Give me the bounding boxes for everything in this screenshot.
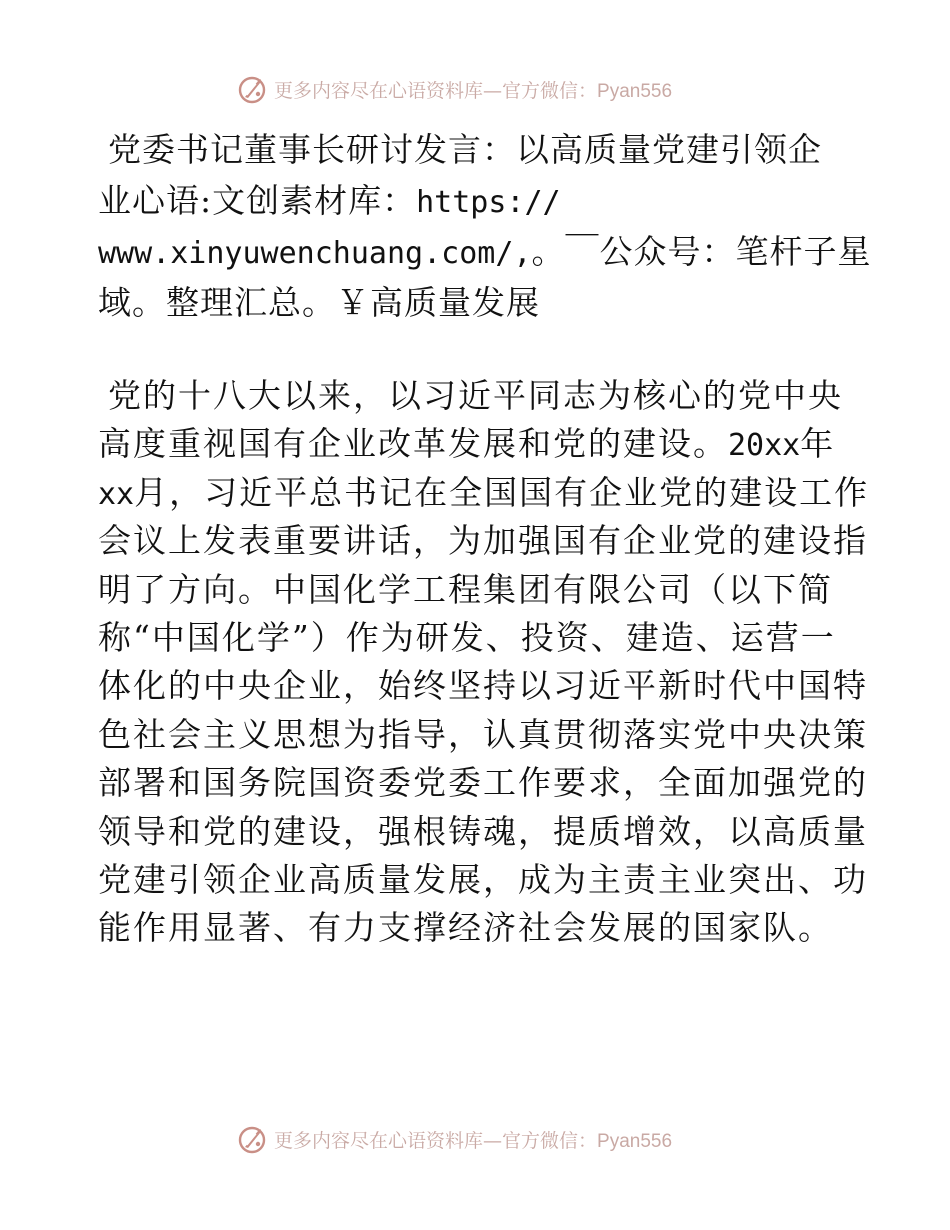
footer-banner-wechat-label: 官方微信： — [502, 1129, 598, 1152]
quill-logo-icon — [236, 73, 268, 105]
body-line-8: 色社会主义思想为指导，认真贯彻落实党中央决策 — [98, 714, 868, 754]
footer-banner-wechat-id: Pyan556 — [597, 1130, 673, 1152]
title-line-3-text: 。￣公众号：笔杆子星 — [531, 232, 872, 271]
title-line-4: 域。整理汇总。￥高质量发展 — [98, 283, 540, 322]
body-year: 20xx — [728, 428, 801, 464]
footer-banner-separator: — — [483, 1129, 503, 1152]
body-month: xx — [98, 476, 135, 512]
header-banner — [236, 72, 756, 106]
header-banner-wechat-id: Pyan556 — [597, 80, 673, 102]
title-line-3 — [98, 226, 872, 277]
body-line-11: 党建引领企业高质量发展，成为主责主业突出、功 — [98, 859, 868, 899]
body-line-2 — [98, 420, 868, 468]
body-line-1: 党的十八大以来，以习近平同志为核心的党中央 — [108, 376, 843, 415]
body-line-7: 体化的中央企业，始终坚持以习近平新时代中国特 — [98, 666, 868, 706]
title-line-2 — [98, 175, 858, 226]
body-line-12: 能作用显著、有力支撑经济社会发展的国家队。 — [98, 908, 833, 948]
body-year-suffix: 年 — [800, 424, 836, 464]
footer-banner — [236, 1122, 756, 1156]
title-line-1: 党委书记董事长研讨发言：以高质量党建引领企 — [108, 130, 822, 169]
header-banner-text — [274, 76, 672, 103]
body-line-2-text: 高度重视国有企业改革发展和党的建设。 — [98, 424, 728, 464]
body-line-6: 称“中国化学”）作为研发、投资、建造、运营一 — [98, 617, 836, 657]
quill-logo-icon — [236, 1123, 268, 1155]
footer-banner-main: 更多内容尽在心语资料库 — [274, 1129, 484, 1152]
body-line-3 — [98, 469, 868, 517]
body-paragraph — [98, 372, 868, 953]
footer-banner-text — [274, 1126, 672, 1153]
body-line-5: 明了方向。中国化学工程集团有限公司（以下简 — [98, 569, 833, 609]
header-banner-wechat-label: 官方微信： — [502, 79, 598, 102]
body-line-4: 会议上发表重要讲话，为加强国有企业党的建设指 — [98, 521, 868, 561]
header-banner-main: 更多内容尽在心语资料库 — [274, 79, 484, 102]
body-line-9: 部署和国务院国资委党委工作要求，全面加强党的 — [98, 763, 868, 803]
body-line-3-text: 月，习近平总书记在全国国有企业党的建设工作 — [134, 472, 870, 512]
document-title — [98, 124, 872, 328]
title-url-part-1: https:// — [416, 185, 561, 220]
title-url-part-2: www.xinyuwenchuang.com/, — [98, 236, 532, 271]
body-line-10: 领导和党的建设，强根铸魂，提质增效，以高质量 — [98, 811, 868, 851]
title-line-2-text: 业心语:文创素材库： — [98, 181, 417, 220]
header-banner-separator: — — [483, 79, 503, 102]
